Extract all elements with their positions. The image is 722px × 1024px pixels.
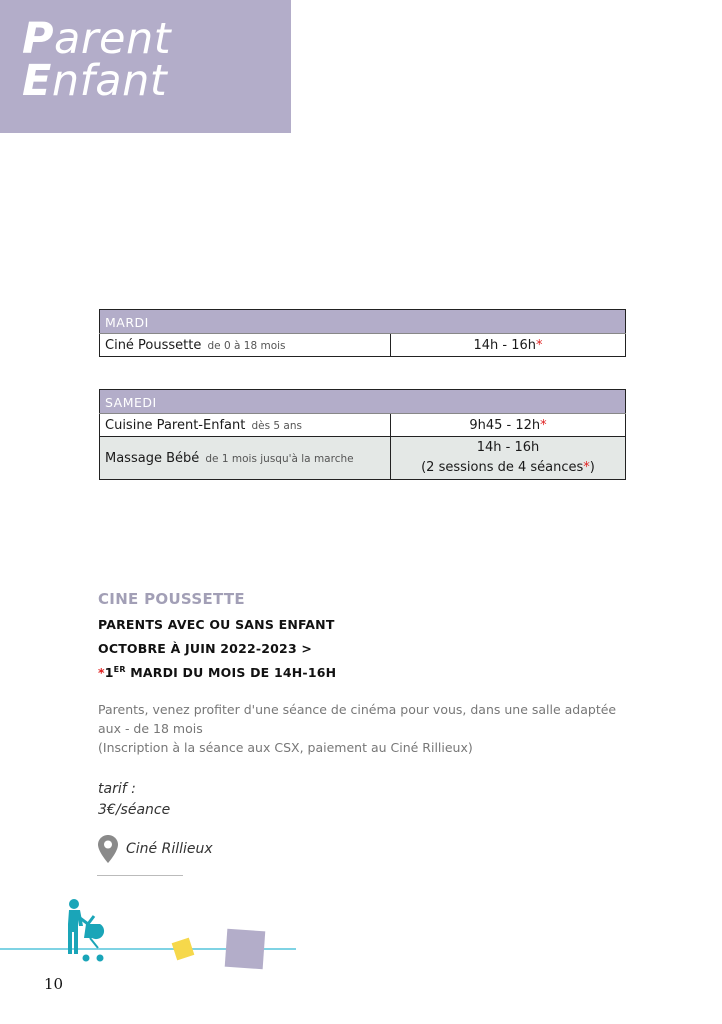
banner-title-line1: Parent — [22, 14, 172, 64]
location: Ciné Rillieux — [98, 835, 638, 863]
banner-title-line2: Enfant — [22, 56, 168, 106]
header-banner — [0, 0, 291, 133]
divider — [97, 875, 183, 876]
schedule-table-samedi — [99, 389, 626, 480]
schedule-table-mardi — [99, 309, 626, 357]
activity-cell: Massage Bébé de 1 mois jusqu'à la marche — [100, 437, 391, 480]
decorative-square-purple — [225, 929, 266, 970]
audience-line: PARENTS AVEC OU SANS ENFANT — [98, 617, 335, 632]
page-number: 10 — [44, 975, 64, 993]
parent-with-stroller-icon — [60, 898, 110, 964]
activity-cell: Ciné Poussette de 0 à 18 mois — [100, 334, 391, 357]
description: Parents, venez profiter d'une séance de cinéma pour vous, dans une salle adaptée aux - de 18 mois (Inscription à la séance aux CSX, paiement au Ciné Rillieux) — [98, 702, 617, 756]
decorative-square-yellow — [172, 938, 195, 961]
time-cell: 14h - 16h* — [391, 334, 626, 357]
activity-cell: Cuisine Parent-Enfant dès 5 ans — [100, 414, 391, 437]
table-day-header: MARDI — [100, 310, 626, 334]
table-row — [100, 334, 626, 357]
cine-poussette-info — [98, 590, 638, 863]
time-cell: 9h45 - 12h* — [391, 414, 626, 437]
schedule-line: *1ER MARDI DU MOIS DE 14H-16H — [98, 665, 337, 681]
time-cell: 14h - 16h (2 sessions de 4 séances*) — [391, 437, 626, 480]
period-line: OCTOBRE À JUIN 2022-2023 > — [98, 641, 313, 656]
table-row — [100, 414, 626, 437]
section-title: CINE POUSSETTE — [98, 590, 245, 608]
tarif: tarif : 3€/séance — [98, 781, 171, 819]
location-pin-icon — [98, 835, 118, 863]
table-day-header: SAMEDI — [100, 390, 626, 414]
table-row — [100, 437, 626, 480]
